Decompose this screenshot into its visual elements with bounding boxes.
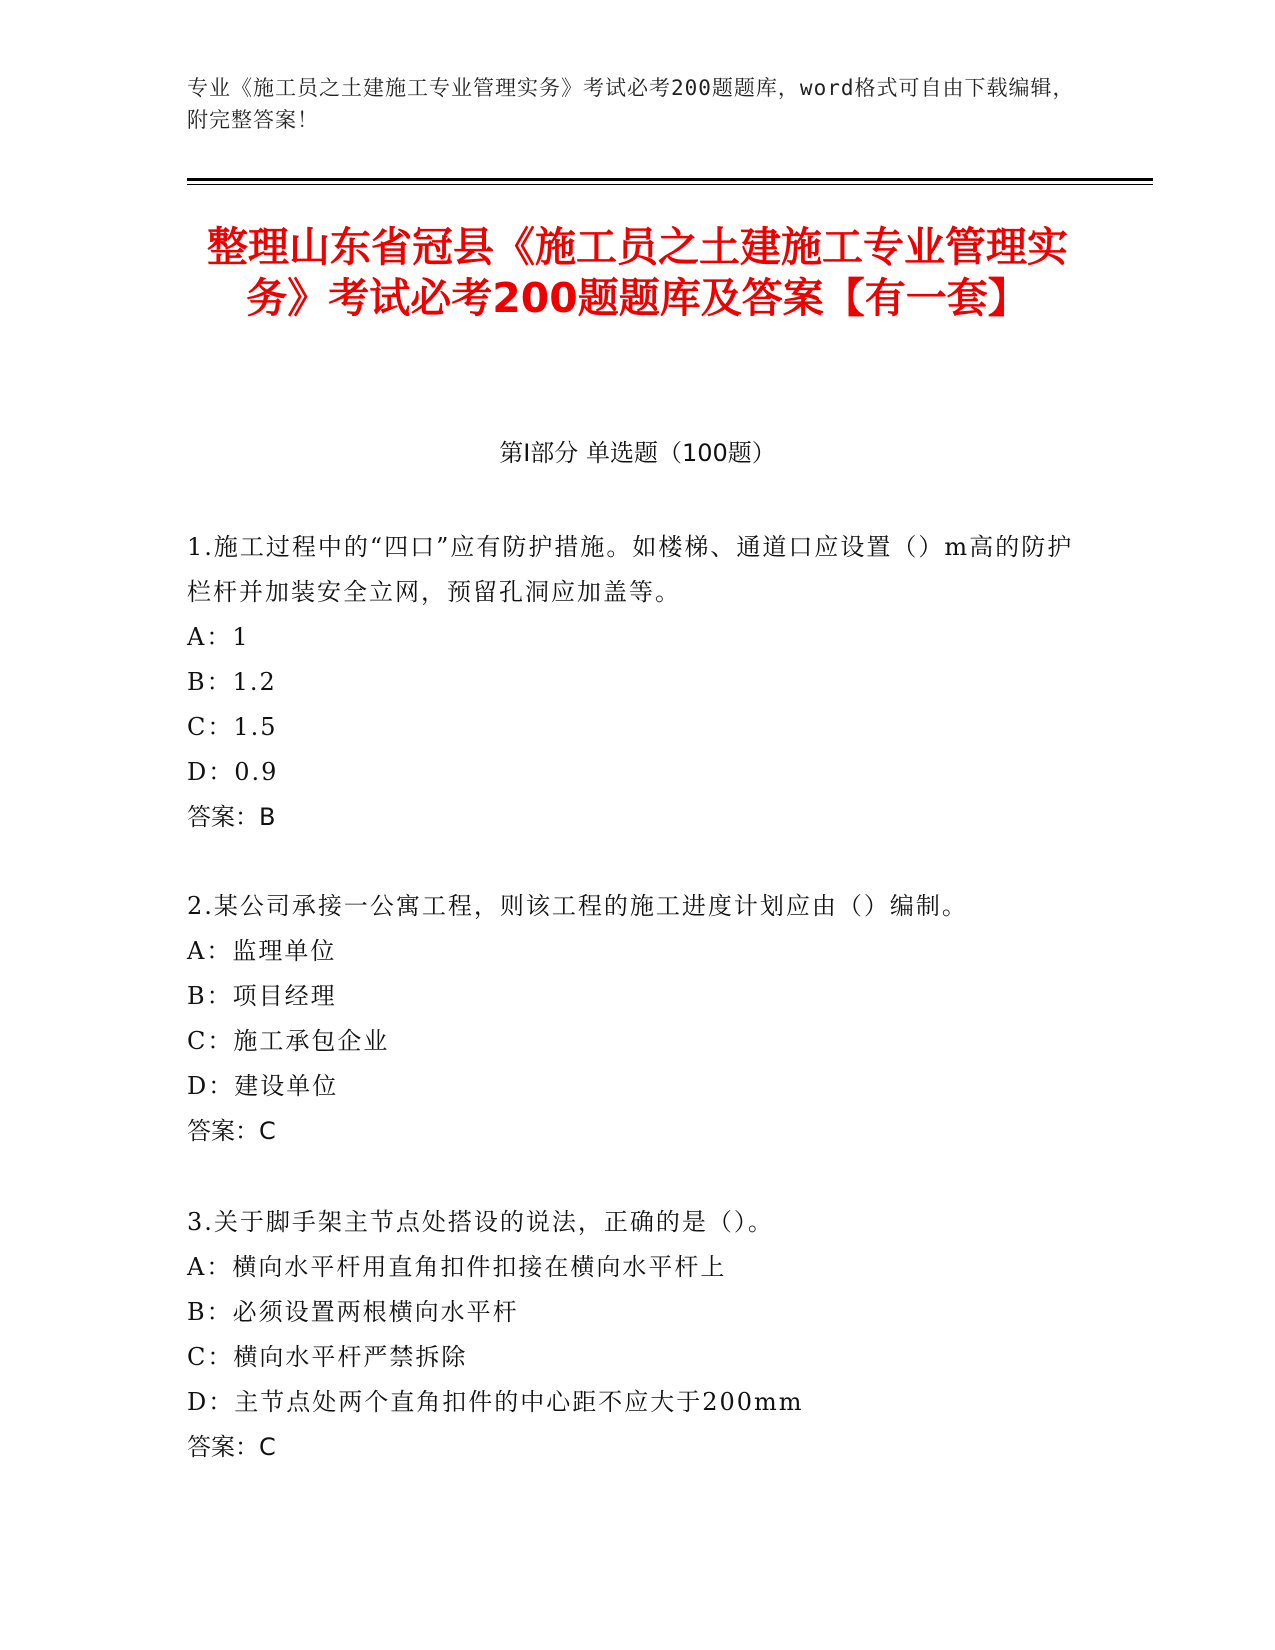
- option-c: C：施工承包企业: [187, 1027, 390, 1055]
- answer: 答案：C: [187, 1117, 276, 1145]
- question-2: [187, 884, 1087, 1154]
- option-a: A：监理单位: [187, 937, 337, 965]
- question-3: [187, 1200, 1087, 1470]
- document-title: 整理山东省冠县《施工员之土建施工专业管理实务》考试必考200题题库及答案【有一套】: [207, 223, 1068, 322]
- option-c: C：1.5: [187, 713, 278, 741]
- header-rule-thick: [187, 178, 1153, 181]
- question-1: [187, 525, 1087, 840]
- option-d: D：主节点处两个直角扣件的中心距不应大于200mm: [187, 1388, 804, 1416]
- section-heading: 第I部分 单选题（100题）: [499, 439, 776, 467]
- header-rule-thin: [187, 184, 1153, 185]
- option-b: B：1.2: [187, 668, 277, 696]
- header-note: 专业《施工员之土建施工专业管理实务》考试必考200题题库，word格式可自由下载编辑，附完整答案！: [187, 76, 1075, 132]
- option-d: D：0.9: [187, 758, 279, 786]
- option-a: A：1: [187, 623, 250, 651]
- answer: 答案：C: [187, 1433, 276, 1461]
- option-d: D：建设单位: [187, 1072, 339, 1100]
- option-b: B：项目经理: [187, 982, 337, 1010]
- option-b: B：必须设置两根横向水平杆: [187, 1298, 519, 1326]
- question-stem: 3.关于脚手架主节点处搭设的说法，正确的是（）。: [187, 1208, 774, 1236]
- answer: 答案：B: [187, 803, 276, 831]
- question-stem: 2.某公司承接一公寓工程，则该工程的施工进度计划应由（）编制。: [187, 892, 968, 920]
- question-stem: 1.施工过程中的“四口”应有防护措施。如楼梯、通道口应设置（）m高的防护栏杆并加装安全立网，预留孔洞应加盖等。: [187, 533, 1074, 606]
- option-a: A：横向水平杆用直角扣件扣接在横向水平杆上: [187, 1253, 727, 1281]
- option-c: C：横向水平杆严禁拆除: [187, 1343, 468, 1371]
